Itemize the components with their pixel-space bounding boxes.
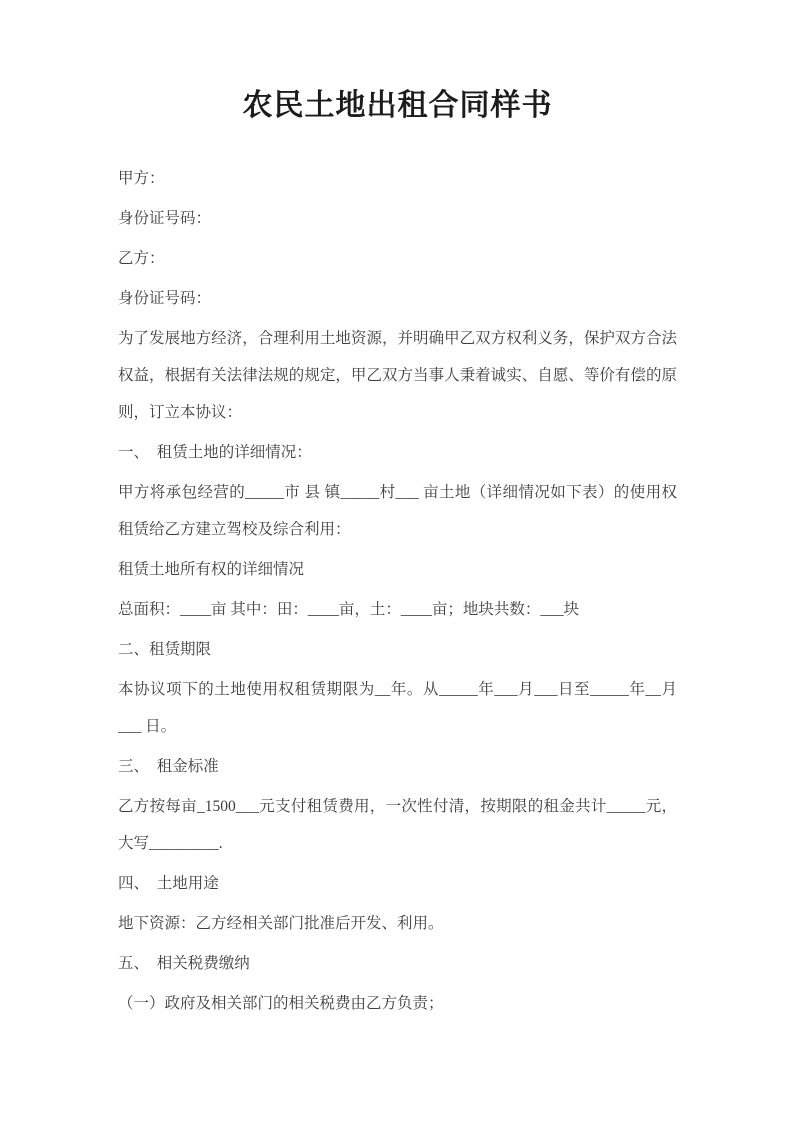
- section-1-heading: 一、 租赁土地的详细情况：: [118, 443, 312, 461]
- section-1-clause-ownership-detail: 租赁土地所有权的详细情况: [118, 560, 305, 578]
- section-5-heading: 五、 相关税费缴纳: [118, 954, 250, 972]
- party-b-label: 乙方：: [118, 249, 165, 267]
- section-3-clause-rent-payment: 乙方按每亩_1500___元支付租赁费用，一次性付清，按期限的租金共计_____元，大写_________.: [118, 797, 677, 852]
- section-5-clause-tax-responsibility: （一）政府及相关部门的相关税费由乙方负责；: [118, 994, 444, 1012]
- section-4-heading: 四、 土地用途: [118, 874, 219, 892]
- section-2-heading: 二、租赁期限: [118, 640, 212, 658]
- party-a-label: 甲方：: [118, 169, 165, 187]
- section-1-clause-lease-description: 甲方将承包经营的_____市 县 镇_____村___ 亩土地（详细情况如下表）的使用权租赁给乙方建立驾校及综合利用：: [118, 483, 677, 538]
- document-title: 农民土地出租合同样书: [242, 89, 553, 122]
- section-1-clause-total-area: 总面积：____亩 其中：田：____亩，土：____亩；地块共数：___块: [118, 600, 580, 618]
- preamble-paragraph: 为了发展地方经济，合理利用土地资源，并明确甲乙双方权利义务，保护双方合法权益，根据有关法律法规的规定，甲乙双方当事人秉着诚实、自愿、等价有偿的原则，订立本协议：: [118, 329, 677, 421]
- section-2-clause-lease-term: 本协议项下的土地使用权租赁期限为__年。从_____年___月___日至_____年__月___ 日。: [118, 680, 677, 735]
- section-3-heading: 三、 租金标准: [118, 757, 219, 775]
- party-b-id-number-line: 身份证号码：: [118, 289, 212, 307]
- party-a-id-number-line: 身份证号码：: [118, 209, 212, 227]
- section-4-clause-underground-resources: 地下资源：乙方经相关部门批准后开发、利用。: [118, 914, 444, 932]
